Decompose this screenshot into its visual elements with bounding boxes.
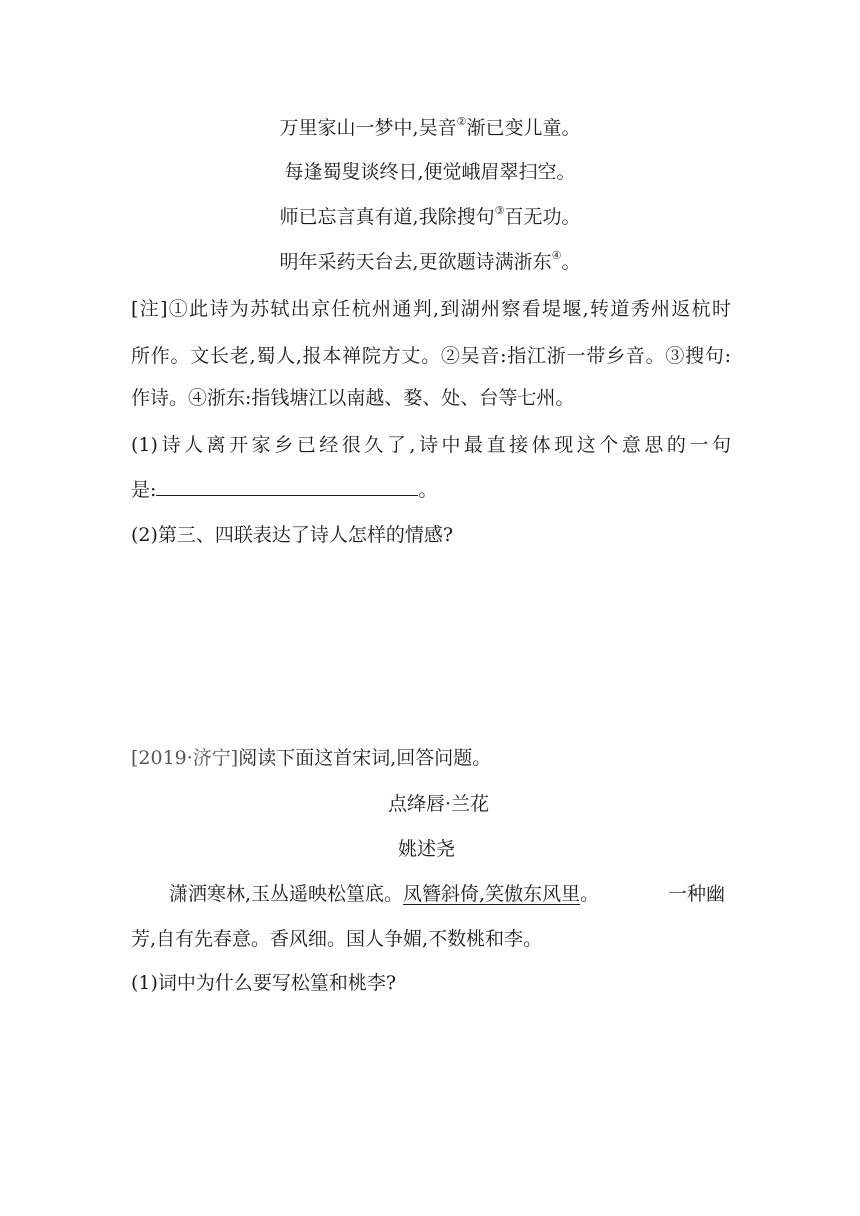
poem-line-4-text-a: 明年采药天台去,更欲题诗满浙东: [279, 251, 552, 273]
ci-body-line-2: 芳,自有先春意。香风细。国人争媚,不数桃和李。: [131, 928, 543, 950]
intro-text: 阅读下面这首宋词,回答问题。: [238, 747, 492, 769]
note-line-1: [注]①此诗为苏轼出京任杭州通判,到湖州察看堤堰,转道秀州返杭时: [131, 298, 731, 320]
poem-line-4-text-b: 。: [561, 251, 581, 273]
answer-blank[interactable]: [156, 477, 418, 496]
question-1-prefix: 是:: [131, 479, 157, 501]
poem-line-3: [0, 205, 860, 229]
poem-line-2-text: 每逢蜀叟谈终日,便觉峨眉翠扫空。: [284, 161, 576, 183]
footnote-marker-3: ③: [494, 203, 505, 217]
poem-line-2: [0, 160, 860, 184]
footnote-marker-2: ②: [456, 114, 467, 128]
question-1-line-1: (1)诗人离开家乡已经很久了,诗中最直接体现这个意思的一句: [131, 434, 731, 456]
question-2: (2)第三、四联表达了诗人怎样的情感?: [131, 524, 454, 546]
section-2-question-1: (1)词中为什么要写松篁和桃李?: [131, 972, 397, 994]
poem-line-1-text-a: 万里家山一梦中,吴音: [279, 117, 457, 139]
question-1-suffix: 。: [418, 479, 438, 501]
question-1-line-2: [131, 477, 437, 502]
poem-line-4: [0, 250, 860, 274]
note-line-3: 作诗。④浙东:指钱塘江以南越、婺、处、台等七州。: [131, 387, 575, 409]
poem-line-3-text-a: 师已忘言真有道,我除搜句: [279, 206, 495, 228]
footnote-marker-4: ④: [551, 248, 562, 262]
ci-underlined-phrase: 凤簪斜倚,笑傲东风里: [403, 883, 581, 905]
poem-line-3-text-b: 百无功。: [504, 206, 581, 228]
poem-line-1-text-b: 渐已变儿童。: [466, 117, 581, 139]
poem-line-1: [0, 116, 860, 140]
ci-body-1b: 。: [580, 883, 600, 905]
ci-body-1a: 潇洒寒林,玉丛遥映松篁底。: [169, 883, 404, 905]
ci-author: 姚述尧: [398, 838, 456, 860]
note-line-2: 所作。文长老,蜀人,报本禅院方丈。②吴音:指江浙一带乡音。③搜句:: [131, 345, 731, 367]
ci-body-line-1: [169, 882, 599, 906]
source-tag: [2019·济宁]: [131, 747, 239, 769]
ci-title: 点绛唇·兰花: [388, 793, 490, 815]
section-2-intro: [131, 746, 491, 770]
ci-body-1c: 一种幽: [668, 883, 726, 905]
